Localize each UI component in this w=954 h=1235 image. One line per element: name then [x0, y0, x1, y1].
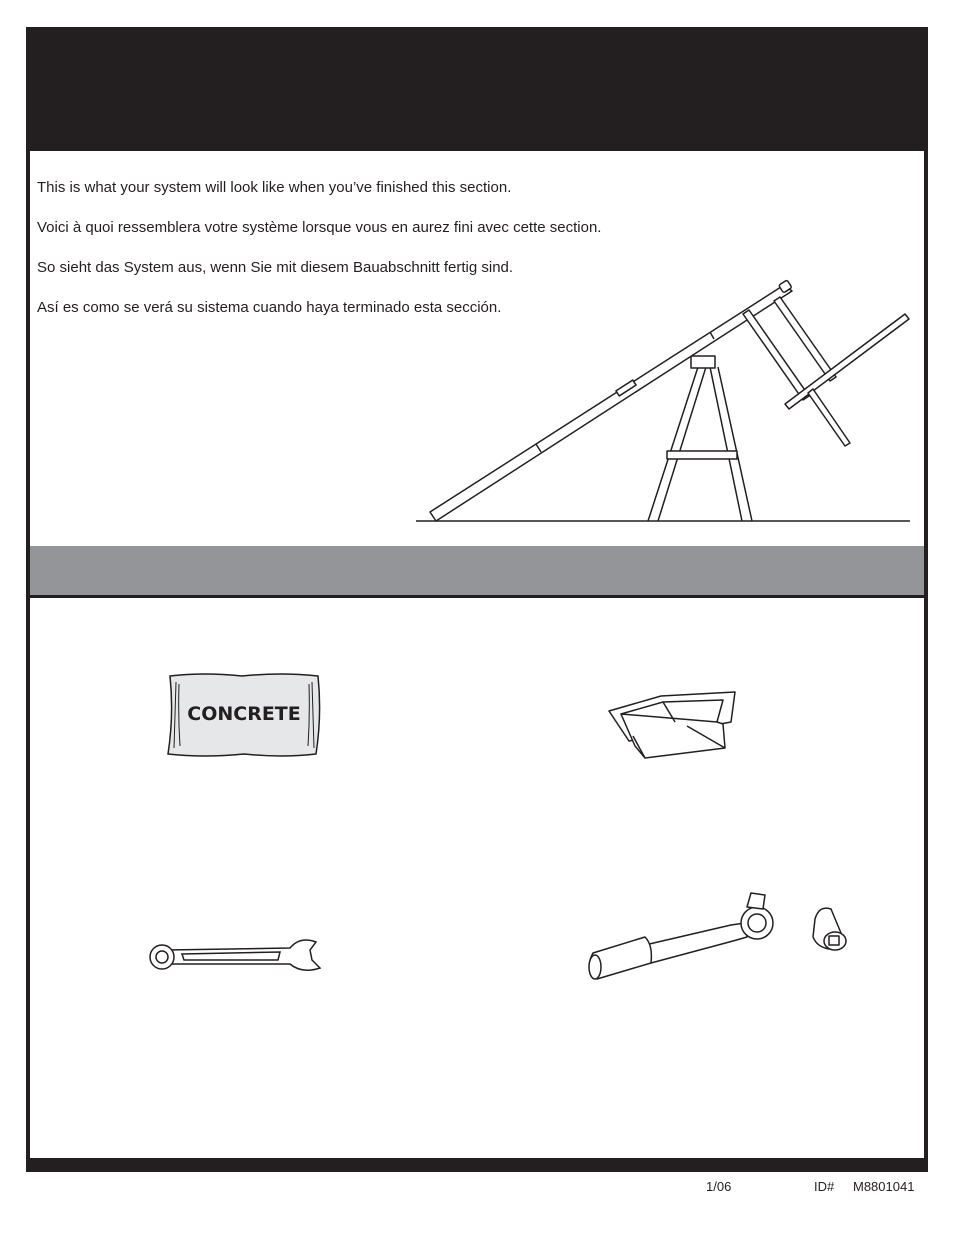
footer-date: 1/06 [706, 1179, 732, 1194]
footer-id-value: M8801041 [853, 1179, 915, 1194]
intro-french: Voici à quoi ressemblera votre système lorsque vous en aurez fini avec cette section. [37, 219, 602, 236]
intro-english: This is what your system will look like when you’ve finished this section. [37, 179, 512, 196]
intro-spanish: Así es como se verá su sistema cuando haya terminado esta sección. [37, 299, 502, 316]
ratchet-socket-icon [581, 883, 851, 983]
intro-german: So sieht das System aus, wenn Sie mit diesem Bauabschnitt fertig sind. [37, 259, 514, 276]
tools-panel [30, 598, 924, 1158]
concrete-bag-icon [164, 670, 324, 760]
concrete-bag-label: CONCRETE [187, 703, 301, 725]
tools-header-band [30, 546, 924, 597]
wheelbarrow-tub-icon [605, 664, 740, 764]
intro-panel [30, 151, 924, 559]
footer-id-label: ID# [814, 1179, 835, 1194]
page-frame [26, 27, 928, 1172]
a-frame-slide-illustration [400, 233, 910, 533]
combination-wrench-icon [140, 932, 330, 982]
header-band [26, 27, 928, 151]
